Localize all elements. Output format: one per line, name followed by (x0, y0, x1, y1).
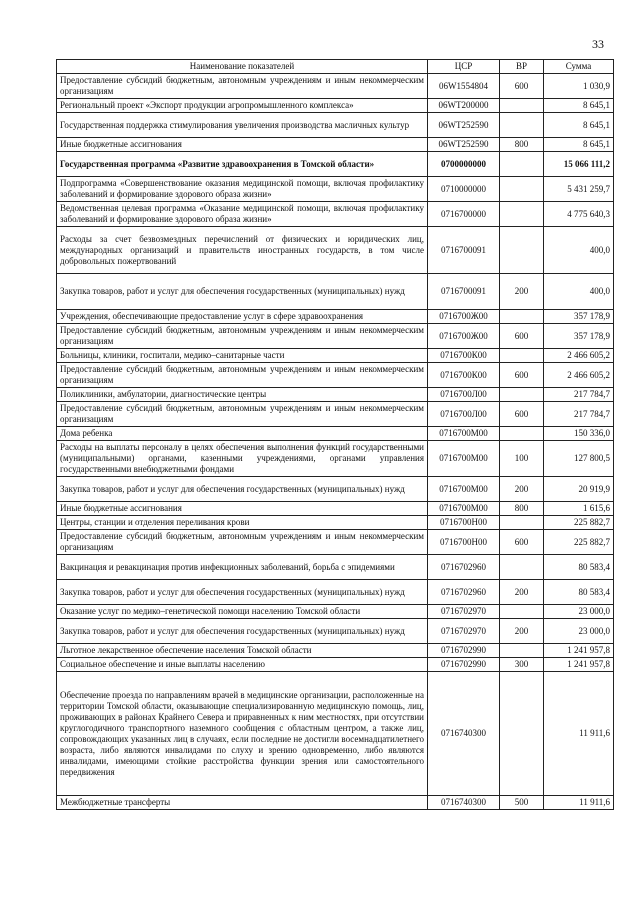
cell-csr: 06WT252590 (428, 113, 500, 138)
cell-name: Предоставление субсидий бюджетным, автономным учреждениям и иным некоммерческим организациям (57, 402, 428, 427)
table-row (57, 644, 614, 658)
cell-sum: 150 336,0 (544, 427, 614, 441)
table-row (57, 516, 614, 530)
table-row (57, 202, 614, 227)
cell-name: Льготное лекарственное обеспечение населения Томской области (57, 644, 428, 658)
cell-vr (500, 644, 544, 658)
cell-sum: 4 775 640,3 (544, 202, 614, 227)
cell-vr: 200 (500, 580, 544, 605)
cell-name: Подпрограмма «Совершенствование оказания медицинской помощи, включая профилактику заболеваний и формирование здорового образа жизни» (57, 177, 428, 202)
cell-vr (500, 227, 544, 274)
table-row (57, 74, 614, 99)
cell-sum: 225 882,7 (544, 530, 614, 555)
cell-name: Социальное обеспечение и иные выплаты населению (57, 658, 428, 672)
cell-csr: 0716700Л00 (428, 388, 500, 402)
table-row (57, 363, 614, 388)
table-row (57, 427, 614, 441)
cell-name: Расходы за счет безвозмездных перечислений от физических и юридических лиц, международных организаций и правительств иностранных государств, в том числе добровольных пожертвований (57, 227, 428, 274)
cell-sum: 225 882,7 (544, 516, 614, 530)
cell-vr (500, 672, 544, 796)
table-row (57, 227, 614, 274)
cell-name: Иные бюджетные ассигнования (57, 138, 428, 152)
cell-csr: 0710000000 (428, 177, 500, 202)
table-row (57, 99, 614, 113)
cell-vr (500, 99, 544, 113)
table-row (57, 502, 614, 516)
table-row (57, 324, 614, 349)
table-row (57, 672, 614, 796)
table-row (57, 441, 614, 477)
cell-vr (500, 113, 544, 138)
table-row (57, 388, 614, 402)
cell-sum: 23 000,0 (544, 605, 614, 619)
cell-sum: 2 466 605,2 (544, 363, 614, 388)
cell-name: Закупка товаров, работ и услуг для обеспечения государственных (муниципальных) нужд (57, 477, 428, 502)
cell-sum: 23 000,0 (544, 619, 614, 644)
cell-vr: 100 (500, 441, 544, 477)
table-row (57, 349, 614, 363)
cell-sum: 217 784,7 (544, 402, 614, 427)
cell-sum: 5 431 259,7 (544, 177, 614, 202)
cell-name: Вакцинация и ревакцинация против инфекционных заболеваний, борьба с эпидемиями (57, 555, 428, 580)
cell-csr: 0716700091 (428, 274, 500, 310)
cell-vr: 600 (500, 530, 544, 555)
cell-vr (500, 605, 544, 619)
cell-name: Расходы на выплаты персоналу в целях обеспечения выполнения функций государственными (муниципальными) органами, казенными учреждениями, органами управления государственными внебюджетными фондами (57, 441, 428, 477)
cell-csr: 0716702990 (428, 658, 500, 672)
cell-vr: 800 (500, 502, 544, 516)
cell-name: Закупка товаров, работ и услуг для обеспечения государственных (муниципальных) нужд (57, 619, 428, 644)
cell-vr (500, 177, 544, 202)
cell-name: Региональный проект «Экспорт продукции агропромышленного комплекса» (57, 99, 428, 113)
cell-sum: 1 030,9 (544, 74, 614, 99)
cell-sum: 2 466 605,2 (544, 349, 614, 363)
cell-csr: 06WT252590 (428, 138, 500, 152)
cell-name: Дома ребенка (57, 427, 428, 441)
table-row (57, 796, 614, 810)
cell-name: Обеспечение проезда по направлениям врачей в медицинские организации, расположенные на территории Томской области, оказывающие специализированную медицинскую помощь, лиц, проживающих в районах Крайнего Севера и приравненных к ним местностях, при отсутствии круглогодичного транспортного наземного сообщения с областным центром, а также лиц, сопровождающих указанных лиц в случаях, если последние не достигли восемнадцатилетнего возраста, либо являются инвалидами по слуху и зрению одновременно, либо являются инвалидами, имеющими стойкие расстройства функции зрения или самостоятельного передвижения (57, 672, 428, 796)
cell-sum: 217 784,7 (544, 388, 614, 402)
table-row (57, 402, 614, 427)
cell-vr (500, 202, 544, 227)
cell-csr: 0716702990 (428, 644, 500, 658)
cell-sum: 8 645,1 (544, 99, 614, 113)
cell-sum: 127 800,5 (544, 441, 614, 477)
cell-sum: 80 583,4 (544, 555, 614, 580)
table-row (57, 113, 614, 138)
cell-sum: 357 178,9 (544, 324, 614, 349)
cell-vr (500, 388, 544, 402)
cell-sum: 1 241 957,8 (544, 658, 614, 672)
cell-vr: 600 (500, 74, 544, 99)
cell-sum: 1 241 957,8 (544, 644, 614, 658)
cell-sum: 400,0 (544, 274, 614, 310)
cell-vr: 300 (500, 658, 544, 672)
cell-name: Государственная поддержка стимулирования увеличения производства масличных культур (57, 113, 428, 138)
cell-name: Предоставление субсидий бюджетным, автономным учреждениям и иным некоммерческим организациям (57, 530, 428, 555)
cell-vr: 600 (500, 363, 544, 388)
cell-name: Закупка товаров, работ и услуг для обеспечения государственных (муниципальных) нужд (57, 580, 428, 605)
cell-sum: 80 583,4 (544, 580, 614, 605)
cell-sum: 8 645,1 (544, 138, 614, 152)
cell-vr (500, 555, 544, 580)
cell-csr: 0716700Н00 (428, 530, 500, 555)
cell-vr: 200 (500, 477, 544, 502)
cell-vr: 600 (500, 324, 544, 349)
table-row (57, 580, 614, 605)
cell-csr: 0716740300 (428, 796, 500, 810)
cell-sum: 11 911,6 (544, 672, 614, 796)
cell-vr (500, 349, 544, 363)
cell-name: Предоставление субсидий бюджетным, автономным учреждениям и иным некоммерческим организациям (57, 363, 428, 388)
cell-csr: 0700000000 (428, 152, 500, 177)
cell-csr: 0716700Л00 (428, 402, 500, 427)
cell-name: Предоставление субсидий бюджетным, автономным учреждениям и иным некоммерческим организациям (57, 324, 428, 349)
cell-name: Закупка товаров, работ и услуг для обеспечения государственных (муниципальных) нужд (57, 274, 428, 310)
cell-vr (500, 427, 544, 441)
table-row (57, 477, 614, 502)
cell-csr: 0716700М00 (428, 502, 500, 516)
table-row (57, 658, 614, 672)
cell-vr: 200 (500, 619, 544, 644)
cell-vr: 800 (500, 138, 544, 152)
table-header-row (57, 60, 614, 74)
table-row (57, 619, 614, 644)
cell-vr: 500 (500, 796, 544, 810)
cell-sum: 15 066 111,2 (544, 152, 614, 177)
cell-csr: 0716700М00 (428, 427, 500, 441)
table-row (57, 138, 614, 152)
cell-name: Центры, станции и отделения переливания крови (57, 516, 428, 530)
cell-name: Ведомственная целевая программа «Оказание медицинской помощи, включая профилактику заболеваний и формирование здорового образа жизни» (57, 202, 428, 227)
header-csr: ЦСР (428, 60, 500, 74)
cell-csr: 06WT200000 (428, 99, 500, 113)
page-number: 33 (592, 37, 604, 51)
cell-csr: 0716700К00 (428, 363, 500, 388)
cell-csr: 0716700М00 (428, 477, 500, 502)
cell-vr: 600 (500, 402, 544, 427)
cell-csr: 0716702970 (428, 605, 500, 619)
cell-csr: 0716700Ж00 (428, 324, 500, 349)
cell-vr (500, 310, 544, 324)
cell-csr: 0716700Ж00 (428, 310, 500, 324)
cell-csr: 0716700Н00 (428, 516, 500, 530)
cell-vr (500, 152, 544, 177)
header-sum: Сумма (544, 60, 614, 74)
cell-sum: 357 178,9 (544, 310, 614, 324)
cell-sum: 11 911,6 (544, 796, 614, 810)
cell-csr: 06W1554804 (428, 74, 500, 99)
cell-vr (500, 516, 544, 530)
budget-table (56, 59, 614, 810)
table-row (57, 530, 614, 555)
table-row (57, 310, 614, 324)
table-body (57, 74, 614, 810)
header-name: Наименование показателей (57, 60, 428, 74)
cell-name: Предоставление субсидий бюджетным, автономным учреждениям и иным некоммерческим организациям (57, 74, 428, 99)
cell-csr: 0716740300 (428, 672, 500, 796)
cell-csr: 0716702960 (428, 555, 500, 580)
cell-name: Межбюджетные трансферты (57, 796, 428, 810)
table-row (57, 177, 614, 202)
table-row (57, 152, 614, 177)
cell-sum: 1 615,6 (544, 502, 614, 516)
cell-name: Иные бюджетные ассигнования (57, 502, 428, 516)
cell-csr: 0716700М00 (428, 441, 500, 477)
cell-csr: 0716702970 (428, 619, 500, 644)
cell-sum: 400,0 (544, 227, 614, 274)
table-row (57, 274, 614, 310)
cell-sum: 8 645,1 (544, 113, 614, 138)
cell-vr: 200 (500, 274, 544, 310)
cell-name: Оказание услуг по медико–генетической помощи населению Томской области (57, 605, 428, 619)
cell-sum: 20 919,9 (544, 477, 614, 502)
header-vr: ВР (500, 60, 544, 74)
cell-csr: 0716702960 (428, 580, 500, 605)
cell-csr: 0716700К00 (428, 349, 500, 363)
cell-name: Поликлиники, амбулатории, диагностические центры (57, 388, 428, 402)
cell-csr: 0716700000 (428, 202, 500, 227)
table-row (57, 555, 614, 580)
cell-name: Государственная программа «Развитие здравоохранения в Томской области» (57, 152, 428, 177)
cell-name: Учреждения, обеспечивающие предоставление услуг в сфере здравоохранения (57, 310, 428, 324)
table-row (57, 605, 614, 619)
cell-csr: 0716700091 (428, 227, 500, 274)
cell-name: Больницы, клиники, госпитали, медико–санитарные части (57, 349, 428, 363)
